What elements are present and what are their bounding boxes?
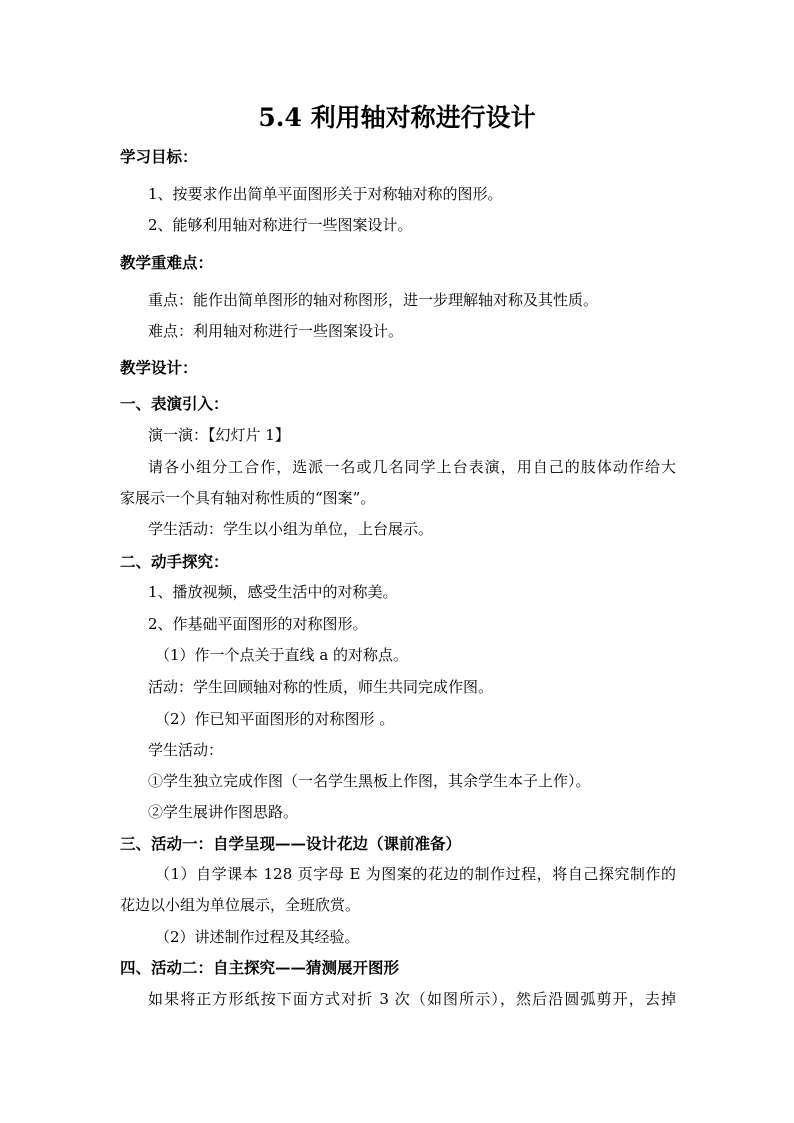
section-1-paragraph-line-1: 请各小组分工合作，选派一名或几名同学上台表演，用自己的肢体动作给大 bbox=[148, 458, 676, 476]
heading-key-difficult-points: 教学重难点： bbox=[120, 253, 214, 272]
key-point: 重点：能作出简单图形的轴对称图形，进一步理解轴对称及其性质。 bbox=[148, 291, 599, 309]
section-3-heading: 三、活动一：自学呈现——设计花边（课前准备） bbox=[120, 834, 462, 853]
section-3-item-2: （2）讲述制作过程及其经验。 bbox=[155, 928, 360, 946]
section-2-student-activity-label: 学生活动： bbox=[148, 741, 224, 759]
objective-item-2: 2、能够利用轴对称进行一些图案设计。 bbox=[148, 216, 413, 234]
section-2-item-2: 2、作基础平面图形的对称图形。 bbox=[148, 615, 368, 633]
section-2-subitem-1: （1）作一个点关于直线 a 的对称点。 bbox=[155, 646, 409, 664]
heading-learning-objectives: 学习目标： bbox=[120, 147, 198, 166]
difficult-point: 难点：利用轴对称进行一些图案设计。 bbox=[148, 322, 404, 340]
section-2-activity-step-2: ②学生展讲作图思路。 bbox=[148, 803, 299, 821]
section-2-heading: 二、动手探究： bbox=[120, 552, 229, 571]
section-2-activity: 活动：学生回顾轴对称的性质，师生共同完成作图。 bbox=[148, 678, 494, 696]
section-1-student-activity: 学生活动：学生以小组为单位，上台展示。 bbox=[148, 520, 434, 538]
section-4-paragraph-line-1: 如果将正方形纸按下面方式对折 3 次（如图所示），然后沿圆弧剪开，去掉 bbox=[148, 990, 676, 1008]
section-1-slide-ref: 演一演：【幻灯片 1】 bbox=[148, 426, 290, 444]
section-3-item-1-line-1: （1）自学课本 128 页字母 E 为图案的花边的制作过程，将自己探究制作的 bbox=[155, 865, 676, 883]
section-2-subitem-2: （2）作已知平面图形的对称图形 。 bbox=[155, 710, 395, 728]
section-2-activity-step-1: ①学生独立完成作图（一名学生黑板上作图，其余学生本子上作）。 bbox=[148, 772, 591, 790]
section-1-paragraph-line-2: 家展示一个具有轴对称性质的“图案”。 bbox=[120, 489, 376, 507]
section-1-heading: 一、表演引入： bbox=[120, 394, 229, 413]
objective-item-1: 1、按要求作出简单平面图形关于对称轴对称的图形。 bbox=[148, 185, 503, 203]
section-4-heading: 四、活动二：自主探究——猜测展开图形 bbox=[120, 958, 400, 977]
section-3-item-1-line-2: 花边以小组为单位展示，全班欣赏。 bbox=[120, 896, 361, 914]
heading-teaching-design: 教学设计： bbox=[120, 358, 198, 377]
section-2-item-1: 1、播放视频，感受生活中的对称美。 bbox=[148, 583, 398, 601]
page-title: 5.4 利用轴对称进行设计 bbox=[258, 103, 536, 132]
